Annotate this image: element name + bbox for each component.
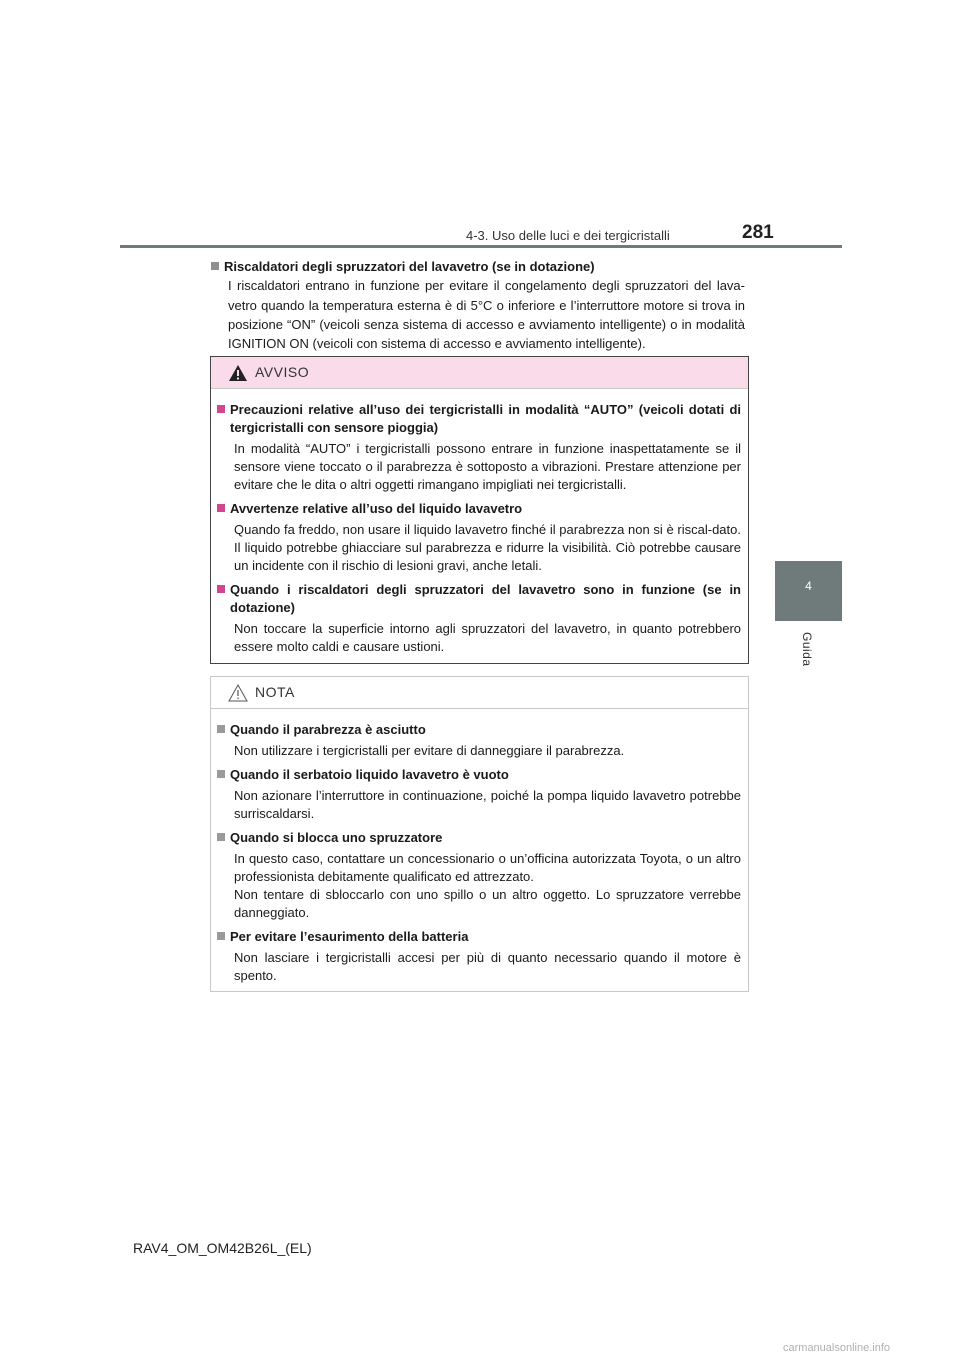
warning-header: [211, 357, 748, 389]
warning-title: AVVISO: [255, 364, 310, 380]
note-item-body: Non azionare l’interruttore in continuazione, poiché la pompa liquido lavavetro potrebbe surriscaldarsi.: [234, 788, 741, 821]
square-bullet-icon: [217, 405, 225, 413]
warning-body: [211, 389, 748, 656]
note-box: [210, 676, 749, 992]
warning-item-body: Quando fa freddo, non usare il liquido lavavetro finché il parabrezza non si è riscal-dato. Il liquido potrebbe ghiacciare sul parabrezza e ridurre la visibilità. Ciò potrebbe causare un incidente con il rischio di lesioni gravi, anche letali.: [234, 522, 741, 573]
warning-item-heading: Quando i riscaldatori degli spruzzatori del lavavetro sono in funzione (se in dotazione): [217, 581, 741, 617]
watermark: carmanualsonline.info: [783, 1342, 891, 1354]
chapter-number: 4: [805, 579, 812, 593]
note-item-body: Non tentare di sbloccarlo con uno spillo o un altro oggetto. Lo spruzzatore verrebbe danneggiato.: [234, 887, 741, 920]
note-item-heading: Per evitare l’esaurimento della batteria: [217, 928, 741, 946]
caution-triangle-icon: [228, 684, 248, 702]
warning-box: [210, 356, 749, 664]
note-item-heading: Quando il parabrezza è asciutto: [217, 721, 741, 739]
header-rule: [120, 245, 842, 248]
square-bullet-icon: [217, 770, 225, 778]
section-title: 4-3. Uso delle luci e dei tergicristalli: [466, 228, 670, 243]
intro-body: I riscaldatori entrano in funzione per evitare il congelamento degli spruzzatori del lava-vetro quando la temperatura esterna è di 5°C o inferiore e l’interruttore motore si trova in posizione “ON” (veicoli senza sistema di accesso e avviamento intelligente) o in modalità IGNITION ON (veicoli con sistema di accesso e avviamento intelligente).: [228, 278, 745, 352]
square-bullet-icon: [217, 504, 225, 512]
warning-item-body: Non toccare la superficie intorno agli spruzzatori del lavavetro, in quanto potrebbero essere molto caldi e causare ustioni.: [234, 621, 741, 654]
note-body: [211, 709, 748, 985]
warning-item-body: In modalità “AUTO” i tergicristalli possono entrare in funzione inaspettatamente se il sensore viene toccato o il parabrezza è sottoposto a vibrazioni. Prestare attenzione per evitare che le dita o altri oggetti rimangano impigliati nei tergicristalli.: [234, 441, 741, 492]
note-item-body: In questo caso, contattare un concessionario o un’officina autorizzata Toyota, o un altro professionista debitamente qualificato ed attrezzato.: [234, 851, 741, 884]
square-bullet-icon: [211, 262, 219, 270]
warning-triangle-icon: [228, 364, 248, 382]
note-item-body: Non utilizzare i tergicristalli per evitare di danneggiare il parabrezza.: [234, 743, 625, 758]
warning-item-heading: Avvertenze relative all’uso del liquido lavavetro: [217, 500, 741, 518]
note-item-heading: Quando il serbatoio liquido lavavetro è vuoto: [217, 766, 741, 784]
note-item-body: Non lasciare i tergicristalli accesi per più di quanto necessario quando il motore è spento.: [234, 950, 741, 983]
chapter-tab[interactable]: [775, 561, 842, 621]
page-number: 281: [742, 222, 774, 243]
square-bullet-icon: [217, 833, 225, 841]
manual-code: RAV4_OM_OM42B26L_(EL): [133, 1240, 312, 1256]
intro-heading: Riscaldatori degli spruzzatori del lavavetro (se in dotazione): [211, 257, 745, 276]
square-bullet-icon: [217, 725, 225, 733]
intro-section: [211, 257, 745, 353]
square-bullet-icon: [217, 932, 225, 940]
warning-item-heading: Precauzioni relative all’uso dei tergicristalli in modalità “AUTO” (veicoli dotati di tergicristalli con sensore pioggia): [217, 401, 741, 437]
chapter-label: Guida: [800, 632, 814, 667]
note-title: NOTA: [255, 684, 295, 700]
note-header: [211, 677, 748, 709]
square-bullet-icon: [217, 585, 225, 593]
note-item-heading: Quando si blocca uno spruzzatore: [217, 829, 741, 847]
